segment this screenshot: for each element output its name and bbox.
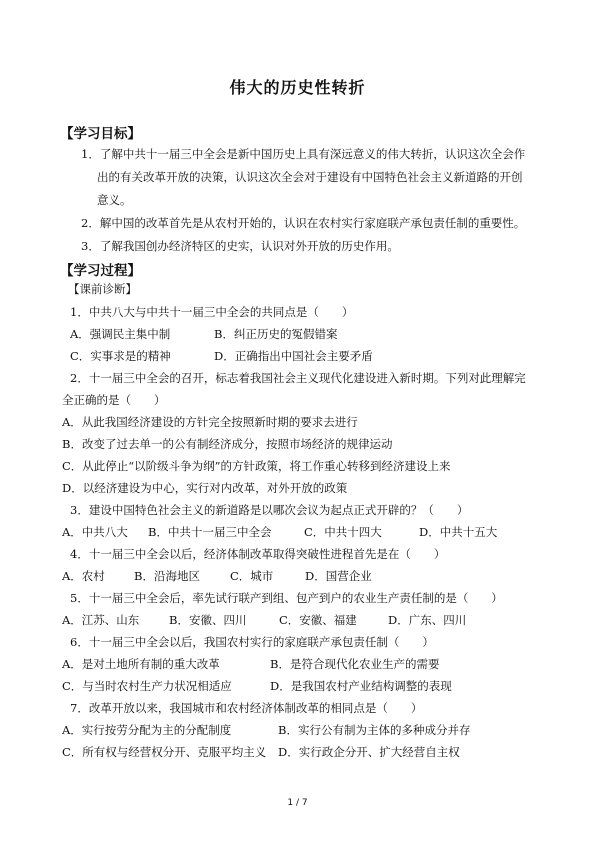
option-b: B．实行公有制为主体的多种成分并存 xyxy=(278,723,471,737)
option-b: B．是符合现代化农业生产的需要 xyxy=(270,657,440,671)
option-a: A．江苏、山东 xyxy=(62,613,140,627)
option-b: B．中共十一届三中全会 xyxy=(148,525,272,539)
goal-item-3: 3．了解我国创办经济特区的史实，认识对外开放的历史作用。 xyxy=(81,239,399,253)
page-number: 1 / 7 xyxy=(287,798,308,808)
option-c: C．从此停止“以阶级斗争为纲”的方针政策，将工作重心转移到经济建设上来 xyxy=(62,459,451,473)
question-5-stem: 5．十一届三中全会后，率先试行联产到组、包产到户的农业生产责任制的是（ ） xyxy=(70,591,503,605)
option-a: A．农村 xyxy=(62,569,105,583)
option-d: D．以经济建设为中心，实行对内改革，对外开放的政策 xyxy=(62,481,348,495)
page-title: 伟大的历史性转折 xyxy=(229,78,366,97)
option-d: D．正确指出中国社会主要矛盾 xyxy=(214,349,373,363)
goal-item-1-cont: 出的有关改革开放的决策，认识这次全会对于建设有中国特色社会主义新道路的开创 xyxy=(97,170,523,184)
option-c: C．与当时农村生产力状况相适应 xyxy=(62,679,232,693)
option-d: D．中共十五大 xyxy=(419,525,498,539)
goal-item-1: 1．了解中共十一届三中全会是新中国历史上具有深远意义的伟大转折，认识这次全会作 xyxy=(81,147,526,161)
process-heading: 【学习过程】 xyxy=(60,263,141,279)
option-d: D．国营企业 xyxy=(305,569,372,583)
option-b: B．安徽、四川 xyxy=(169,613,247,627)
option-b: B．改变了过去单一的公有制经济成分，按照市场经济的规律运动 xyxy=(62,437,393,451)
option-a: A．强调民主集中制 xyxy=(70,327,171,341)
option-d: D．实行政企分开、扩大经营自主权 xyxy=(278,745,460,759)
option-c: C．实事求是的精神 xyxy=(70,349,171,363)
option-a: A．中共八大 xyxy=(62,525,128,539)
option-b: B．纠正历史的冤假错案 xyxy=(214,327,338,341)
option-a: A．从此我国经济建设的方针完全按照新时期的要求去进行 xyxy=(62,415,358,429)
question-6-stem: 6．十一届三中全会以后，我国农村实行的家庭联产承包责任制（ ） xyxy=(70,635,434,649)
pre-diagnosis-heading: 【课前诊断】 xyxy=(68,282,137,296)
question-7-stem: 7．改革开放以来，我国城市和农村经济体制改革的相同点是（ ） xyxy=(70,701,423,715)
option-c: C．安徽、福建 xyxy=(279,613,357,627)
goal-item-1-cont: 意义。 xyxy=(97,193,132,207)
option-a: A．是对土地所有制的重大改革 xyxy=(62,657,220,671)
question-2-stem-cont: 全正确的是（ ） xyxy=(62,393,166,407)
option-b: B．沿海地区 xyxy=(134,569,200,583)
goal-item-2: 2．解中国的改革首先是从农村开始的，认识在农村实行家庭联产承包责任制的重要性。 xyxy=(81,216,526,230)
option-a: A．实行按劳分配为主的分配制度 xyxy=(62,723,232,737)
question-4-stem: 4．十一届三中全会以后，经济体制改革取得突破性进程首先是在（ ） xyxy=(70,547,446,561)
option-d: D．是我国农村产业结构调整的表现 xyxy=(270,679,452,693)
option-c: C．城市 xyxy=(230,569,274,583)
option-c: C．所有权与经营权分开、克服平均主义 xyxy=(62,745,267,759)
option-c: C．中共十四大 xyxy=(304,525,382,539)
question-1-stem: 1．中共八大与中共十一届三中全会的共同点是（ ） xyxy=(70,305,354,319)
question-3-stem: 3．建设中国特色社会主义的新道路是以哪次会议为起点正式开辟的？（ ） xyxy=(70,503,469,517)
question-2-stem: 2．十一届三中全会的召开，标志着我国社会主义现代化建设进入新时期。下列对此理解完 xyxy=(70,371,526,385)
goals-heading: 【学习目标】 xyxy=(60,126,141,142)
option-d: D．广东、四川 xyxy=(388,613,467,627)
